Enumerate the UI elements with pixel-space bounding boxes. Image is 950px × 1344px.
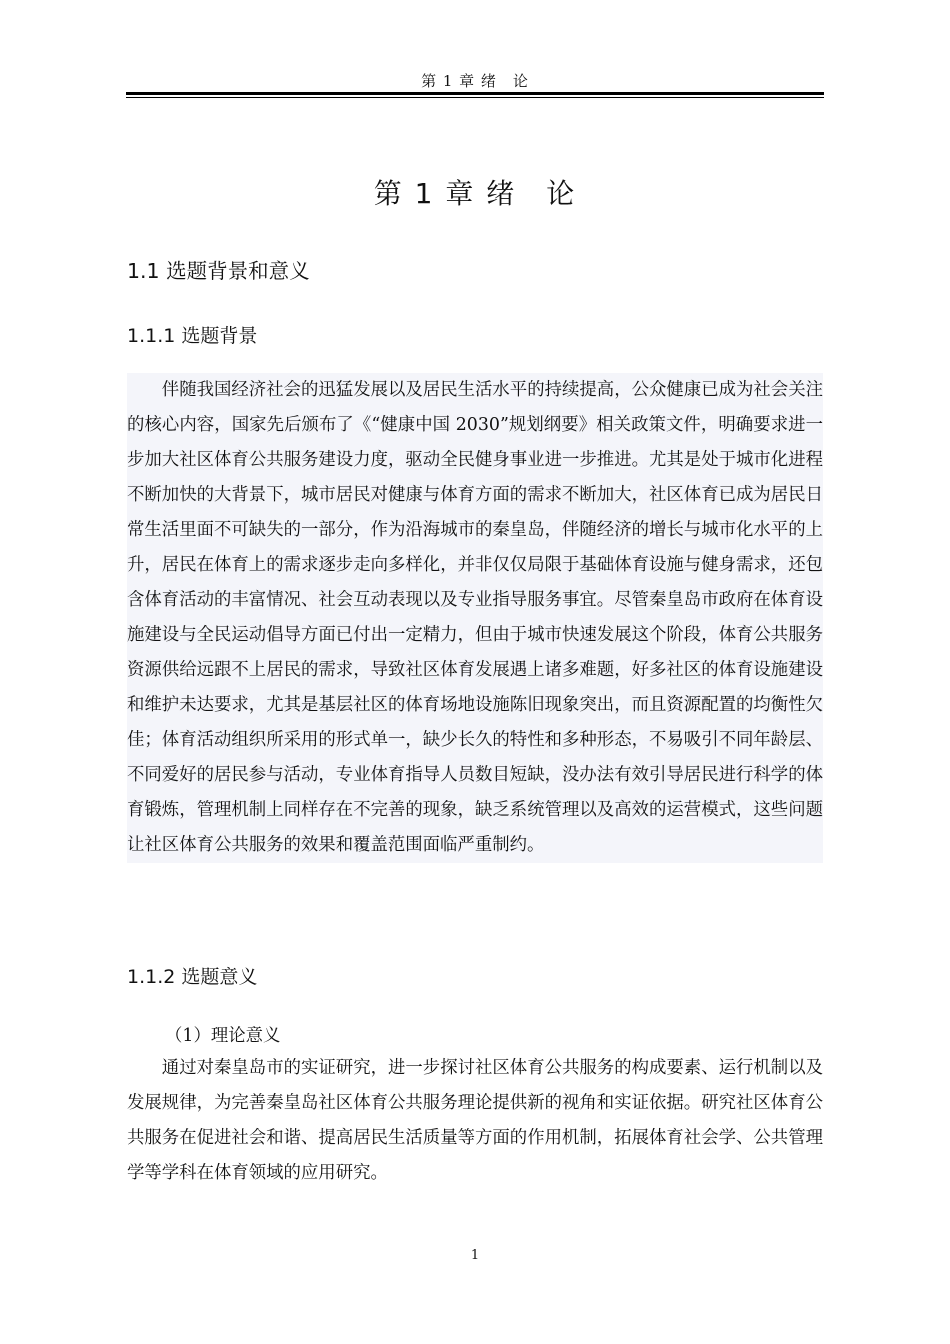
section-heading-1-1-1: 1.1.1 选题背景 [127,325,258,347]
header-rule [126,92,824,95]
section-heading-1-1: 1.1 选题背景和意义 [127,259,310,283]
background-paragraph: 伴随我国经济社会的迅猛发展以及居民生活水平的持续提高，公众健康已成为社会关注的核心内容，国家先后颁布了《“健康中国 2030”规划纲要》相关政策文件，明确要求进一步加大社区体育公共服务建设力度，驱动全民健身事业进一步推进。尤其是处于城市化进程不断加快的大背景下，城市居民对健康与体育方面的需求不断加大，社区体育已成为居民日常生活里面不可缺失的一部分，作为沿海城市的秦皇岛，伴随经济的增长与城市化水平的上升，居民在体育上的需求逐步走向多样化，并非仅仅局限于基础体育设施与健身需求，还包含体育活动的丰富情况、社会互动表现以及专业指导服务事宜。尽管秦皇岛市政府在体育设施建设与全民运动倡导方面已付出一定精力，但由于城市快速发展这个阶段，体育公共服务资源供给远跟不上居民的需求，导致社区体育发展遇上诸多难题，好多社区的体育设施建设和维护未达要求，尤其是基层社区的体育场地设施陈旧现象突出，而且资源配置的均衡性欠佳；体育活动组织所采用的形式单一，缺少长久的特性和多种形态，不易吸引不同年龄层、不同爱好的居民参与活动，专业体育指导人员数目短缺，没办法有效引导居民进行科学的体育锻炼，管理机制上同样存在不完善的现象，缺乏系统管理以及高效的运营模式，这些问题让社区体育公共服务的效果和覆盖范围面临严重制约。 [127,373,823,863]
theory-significance-label: （1）理论意义 [165,1026,281,1046]
theory-significance-paragraph: 通过对秦皇岛市的实证研究，进一步探讨社区体育公共服务的构成要素、运行机制以及发展规律，为完善秦皇岛社区体育公共服务理论提供新的视角和实证依据。研究社区体育公共服务在促进社会和谐、提高居民生活质量等方面的作用机制，拓展体育社会学、公共管理学等学科在体育领域的应用研究。 [127,1058,823,1183]
chapter-title: 第 1 章 绪 论 [373,177,577,210]
running-header: 第 1 章 绪 论 [421,72,529,90]
section-heading-1-1-2: 1.1.2 选题意义 [127,966,258,988]
header-rule-thin [126,97,824,98]
page-number: 1 [470,1248,480,1263]
